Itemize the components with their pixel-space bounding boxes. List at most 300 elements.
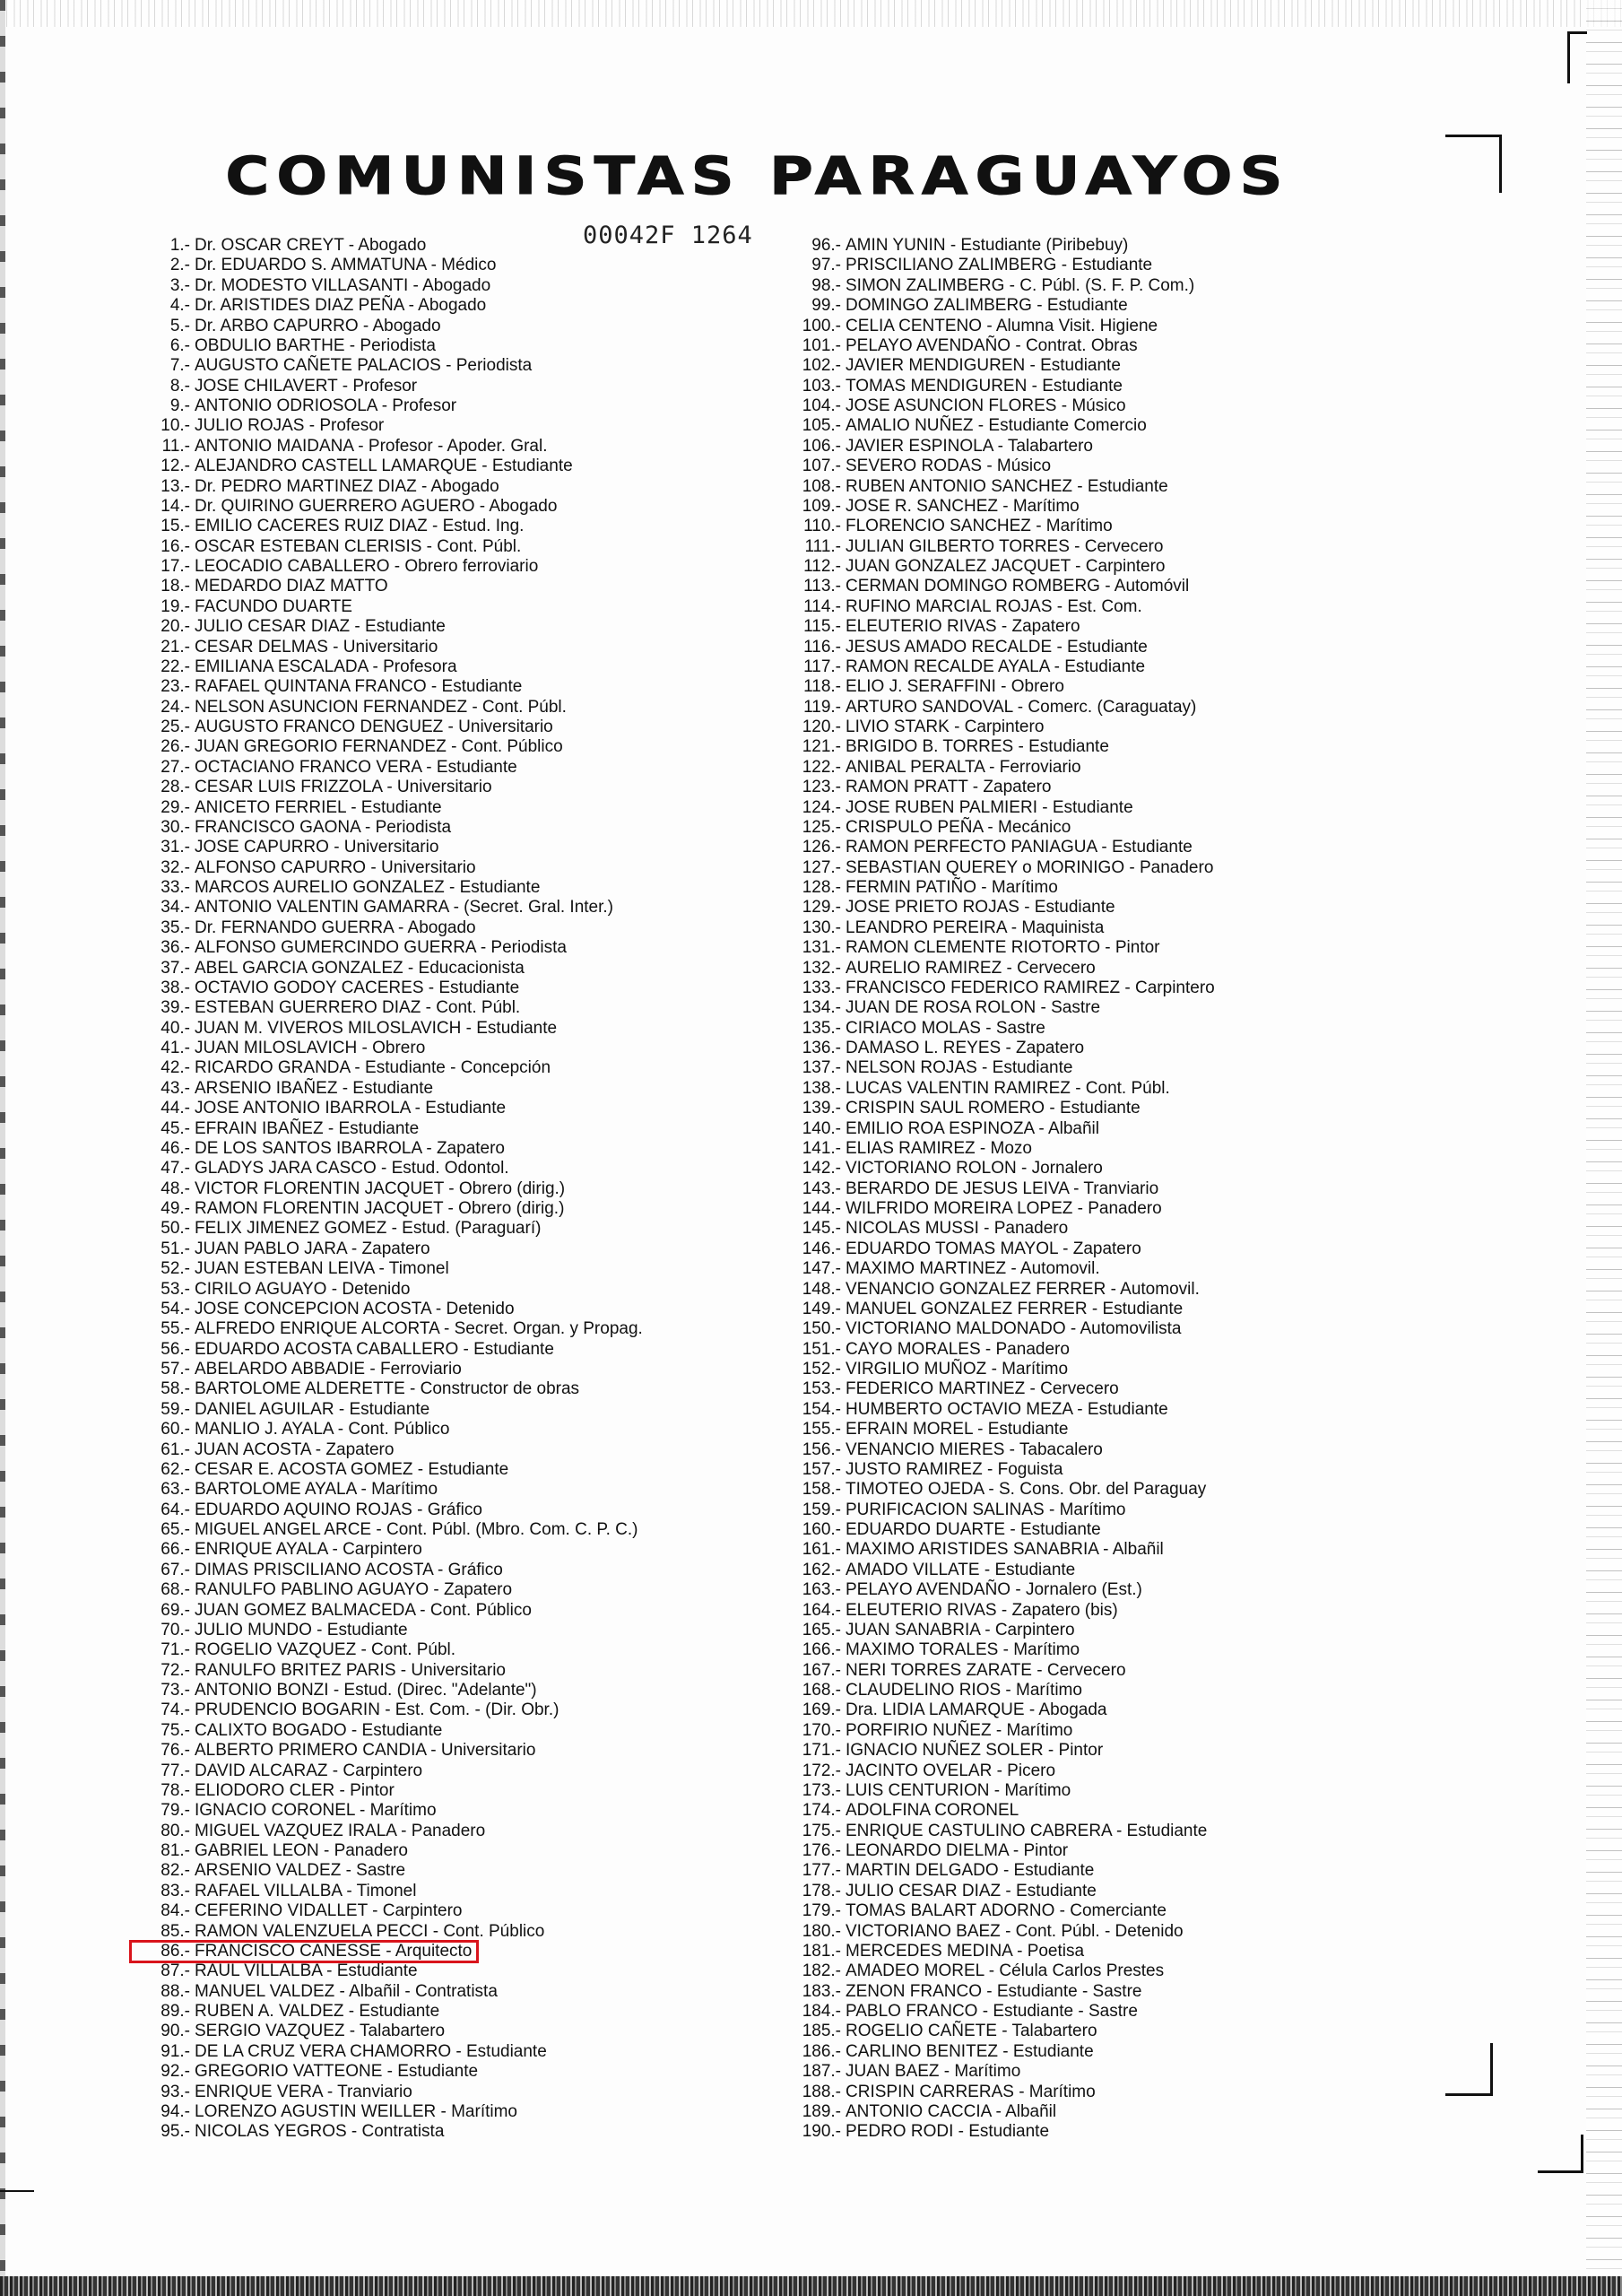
entry-number: 22.- [160,657,190,676]
entry-text: AMALIO NUÑEZ - Estudiante Comercio [846,416,1147,436]
entry-text: CRISPIN CARRERAS - Marítimo [846,2082,1096,2101]
entry-text: PELAYO AVENDAÑO - Jornalero (Est.) [846,1580,1142,1600]
list-item [134,2083,780,2102]
entry-number: 151.- [802,1339,841,1359]
entry-number: 144.- [802,1199,841,1218]
entry-number: 99.- [811,296,841,316]
entry-text: OCTACIANO FRANCO VERA - Estudiante [195,757,517,777]
list-item [134,758,780,778]
entry-number: 157.- [802,1459,841,1479]
list-item [134,1400,780,1420]
entry-number: 58.- [160,1379,190,1399]
entry-number: 139.- [802,1099,841,1118]
entry-number: 178.- [802,1881,841,1900]
list-item [789,1621,1435,1640]
entry-number: 46.- [160,1138,190,1158]
entry-number: 182.- [802,1961,841,1981]
list-item [134,938,780,958]
list-item [134,1259,780,1279]
entry-text: FELIX JIMENEZ GOMEZ - Estud. (Paraguarí) [195,1219,542,1239]
list-item [134,1019,780,1039]
entry-text: FRANCISCO FEDERICO RAMIREZ - Carpintero [846,978,1215,997]
entry-number: 61.- [160,1439,190,1459]
entry-text: MIGUEL ANGEL ARCE - Cont. Públ. (Mbro. Com. C. P. C.) [195,1520,638,1539]
entry-number: 76.- [160,1741,190,1761]
list-item [789,798,1435,818]
entry-text: ANTONIO BONZI - Estud. (Direc. "Adelante") [195,1681,537,1700]
entry-number: 33.- [160,878,190,897]
entry-text: TIMOTEO OJEDA - S. Cons. Obr. del Paraguay [846,1480,1207,1500]
entry-text: JUAN SANABRIA - Carpintero [846,1620,1075,1639]
entry-number: 132.- [802,958,841,978]
scan-noise-bottom [0,2276,1622,2296]
entry-number: 56.- [160,1339,190,1359]
entry-number: 164.- [802,1600,841,1620]
entry-text: ESTEBAN GUERRERO DIAZ - Cont. Públ. [195,998,521,1018]
entry-number: 41.- [160,1039,190,1057]
entry-number: 6.- [169,335,190,355]
entry-number: 89.- [160,2002,190,2021]
list-item [134,1340,780,1360]
entry-number: 66.- [160,1540,190,1560]
list-item [134,1039,780,1058]
entry-text: RAMON PERFECTO PANIAGUA - Estudiante [846,838,1193,857]
entry-text: RICARDO GRANDA - Estudiante - Concepción [195,1058,551,1078]
list-item [134,1460,780,1480]
entry-number: 105.- [802,416,841,436]
list-item [134,1922,780,1942]
list-item [134,517,780,536]
crop-mark [1567,31,1587,34]
entry-number: 180.- [802,1921,841,1941]
list-item [789,918,1435,938]
entry-text: BARTOLOME ALDERETTE - Constructor de obras [195,1379,580,1399]
entry-number: 175.- [802,1821,841,1840]
entry-number: 87.- [160,1961,190,1981]
entry-text: JOSE ANTONIO IBARROLA - Estudiante [195,1099,507,1118]
list-item [789,1019,1435,1039]
entry-number: 128.- [802,878,841,897]
list-item [134,818,780,838]
entry-number: 86.- [160,1941,190,1961]
crop-mark [1567,31,1570,83]
entry-text: BRIGIDO B. TORRES - Estudiante [846,737,1109,757]
entry-number: 16.- [160,536,190,556]
list-item [134,1440,780,1460]
entry-text: ELIAS RAMIREZ - Mozo [846,1138,1032,1158]
entry-text: ROGELIO VAZQUEZ - Cont. Públ. [195,1640,456,1660]
list-item [134,918,780,938]
entry-number: 102.- [802,356,841,376]
list-item [134,1300,780,1319]
entry-text: LUIS CENTURION - Marítimo [846,1780,1071,1800]
entry-number: 93.- [160,2082,190,2101]
entry-text: CIRIACO MOLAS - Sastre [846,1018,1045,1038]
entry-number: 136.- [802,1039,841,1057]
entry-text: Dr. MODESTO VILLASANTI - Abogado [195,275,491,295]
entry-text: ALFONSO GUMERCINDO GUERRA - Periodista [195,938,567,958]
list-item [134,2062,780,2082]
entry-number: 121.- [802,737,841,757]
entry-number: 13.- [160,476,190,496]
entry-number: 38.- [160,978,190,997]
list-item [134,898,780,918]
entry-number: 114.- [803,596,841,616]
entry-number: 109.- [802,496,841,516]
entry-number: 116.- [803,637,841,657]
entry-text: ARSENIO IBAÑEZ - Estudiante [195,1078,434,1098]
entry-number: 172.- [802,1761,841,1780]
list-item [134,878,780,898]
entry-text: HUMBERTO OCTAVIO MEZA - Estudiante [846,1399,1168,1419]
entry-number: 158.- [802,1480,841,1500]
entry-text: ELIODORO CLER - Pintor [195,1780,395,1800]
list-item [789,276,1435,296]
list-item [134,336,780,356]
entry-number: 81.- [160,1841,190,1860]
entry-text: ALBERTO PRIMERO CANDIA - Universitario [195,1741,536,1761]
list-item [789,838,1435,857]
entry-text: ANTONIO ODRIOSOLA - Profesor [195,396,457,415]
list-item [789,557,1435,577]
entry-number: 96.- [811,236,841,255]
entry-number: 138.- [802,1078,841,1098]
entry-number: 49.- [160,1199,190,1218]
entry-number: 161.- [802,1540,841,1560]
scan-noise-top [0,0,1622,27]
entry-number: 142.- [802,1159,841,1178]
list-item [134,1058,780,1078]
list-item [134,1099,780,1118]
entry-text: EFRAIN IBAÑEZ - Estudiante [195,1118,420,1138]
entry-number: 70.- [160,1620,190,1639]
entry-text: EDUARDO ACOSTA CABALLERO - Estudiante [195,1339,554,1359]
list-item [134,1661,780,1681]
entry-number: 126.- [802,838,841,857]
list-item [789,1379,1435,1399]
entry-text: VENANCIO MIERES - Tabacalero [846,1439,1103,1459]
entry-text: RAMON RECALDE AYALA - Estudiante [846,657,1146,676]
entry-number: 12.- [160,457,190,476]
entry-number: 106.- [802,436,841,456]
list-item [789,2122,1435,2142]
list-item [134,1199,780,1219]
entry-text: ABEL GARCIA GONZALEZ - Educacionista [195,958,525,978]
entry-text: LEANDRO PEREIRA - Maquinista [846,918,1105,937]
entry-text: BARTOLOME AYALA - Marítimo [195,1480,438,1500]
entry-text: ENRIQUE VERA - Tranviario [195,2082,412,2101]
entry-text: MANLIO J. AYALA - Cont. Público [195,1420,450,1439]
list-item [789,1440,1435,1460]
entry-number: 115.- [803,617,841,637]
entry-text: OBDULIO BARTHE - Periodista [195,335,436,355]
entry-number: 77.- [160,1761,190,1780]
list-item [789,1640,1435,1660]
list-item [134,1319,780,1339]
right-column-list [789,236,1435,2143]
entry-text: PELAYO AVENDAÑO - Contrat. Obras [846,335,1138,355]
list-item [789,1922,1435,1942]
entry-number: 120.- [802,718,841,736]
list-item [789,1500,1435,1520]
crop-mark [1445,2043,1493,2096]
entry-number: 113.- [803,577,841,596]
entry-text: ANTONIO MAIDANA - Profesor - Apoder. Gral. [195,436,548,456]
entry-text: JUAN GONZALEZ JACQUET - Carpintero [846,557,1166,576]
list-item [134,2022,780,2041]
entry-text: PABLO FRANCO - Estudiante - Sastre [846,2002,1138,2021]
list-item [789,517,1435,536]
list-item [789,2102,1435,2122]
entry-number: 148.- [802,1279,841,1299]
entry-text: MARTIN DELGADO - Estudiante [846,1861,1095,1881]
entry-text: ALFONSO CAPURRO - Universitario [195,857,476,877]
list-item [134,1681,780,1700]
entry-number: 95.- [160,2122,190,2142]
entry-text: VICTOR FLORENTIN JACQUET - Obrero (dirig.) [195,1178,566,1198]
entry-text: JULIO CESAR DIAZ - Estudiante [195,617,446,637]
entry-number: 78.- [160,1780,190,1800]
list-item [134,317,780,336]
entry-text: PRUDENCIO BOGARIN - Est. Com. - (Dir. Obr.) [195,1700,559,1720]
list-item [789,437,1435,457]
list-item [789,457,1435,476]
list-item [789,1540,1435,1560]
entry-text: Dr. OSCAR CREYT - Abogado [195,236,427,255]
list-item [134,2122,780,2142]
list-item [789,1520,1435,1540]
list-item [134,1540,780,1560]
entry-number: 98.- [811,275,841,295]
entry-text: VIRGILIO MUÑOZ - Marítimo [846,1360,1069,1378]
entry-text: RUBEN ANTONIO SANCHEZ - Estudiante [846,476,1168,496]
entry-text: JUAN GREGORIO FERNANDEZ - Cont. Público [195,737,563,757]
crop-mark [1445,135,1502,193]
entry-text: MANUEL GONZALEZ FERRER - Estudiante [846,1299,1184,1318]
entry-text: MEDARDO DIAZ MATTO [195,577,388,596]
entry-number: 152.- [802,1360,841,1378]
entry-text: FACUNDO DUARTE [195,596,352,616]
list-item [134,1781,780,1801]
list-item [134,838,780,857]
entry-text: ELEUTERIO RIVAS - Zapatero [846,617,1080,637]
entry-text: ROGELIO CAÑETE - Talabartero [846,2022,1097,2041]
entry-text: RAMON VALENZUELA PECCI - Cont. Público [195,1921,545,1941]
crop-mark [0,2190,34,2192]
entry-text: DANIEL AGUILAR - Estudiante [195,1399,430,1419]
list-item [134,638,780,657]
list-item [789,758,1435,778]
entry-text: FRANCISCO CANESSE - Arquitecto [195,1941,473,1961]
entry-number: 167.- [802,1660,841,1680]
entry-number: 17.- [160,557,190,576]
entry-number: 150.- [802,1319,841,1339]
entry-text: PEDRO RODI - Estudiante [846,2122,1050,2142]
entry-number: 187.- [802,2062,841,2082]
list-item [789,1400,1435,1420]
entry-number: 85.- [160,1921,190,1941]
entry-text: RAFAEL QUINTANA FRANCO - Estudiante [195,677,523,697]
list-item [789,698,1435,718]
entry-number: 74.- [160,1700,190,1720]
entry-text: Dr. EDUARDO S. AMMATUNA - Médico [195,256,497,275]
entry-text: CRISPULO PEÑA - Mecánico [846,817,1071,837]
entry-text: Dr. QUIRINO GUERRERO AGUERO - Abogado [195,496,558,516]
list-item [789,1982,1435,2002]
entry-text: LEONARDO DIELMA - Pintor [846,1841,1069,1860]
entry-text: NELSON ASUNCION FERNANDEZ - Cont. Públ. [195,697,567,717]
entry-number: 65.- [160,1520,190,1539]
entry-text: ANICETO FERRIEL - Estudiante [195,797,442,817]
entry-text: CESAR LUIS FRIZZOLA - Universitario [195,778,492,797]
entry-text: CERMAN DOMINGO ROMBERG - Automóvil [846,577,1190,596]
entry-number: 165.- [802,1620,841,1639]
list-item [134,236,780,256]
entry-text: NICOLAS YEGROS - Contratista [195,2122,445,2142]
entry-number: 183.- [802,1981,841,2001]
entry-text: JUAN ESTEBAN LEIVA - Timonel [195,1259,449,1279]
list-item [789,1079,1435,1099]
entry-text: PRISCILIANO ZALIMBERG - Estudiante [846,256,1153,275]
entry-number: 29.- [160,797,190,817]
entry-text: DOMINGO ZALIMBERG - Estudiante [846,296,1128,316]
entry-text: BERARDO DE JESUS LEIVA - Tranviario [846,1178,1159,1198]
entry-number: 103.- [802,376,841,396]
entry-text: NICOLAS MUSSI - Panadero [846,1219,1069,1239]
entry-text: MIGUEL VAZQUEZ IRALA - Panadero [195,1821,486,1840]
entry-number: 90.- [160,2022,190,2041]
list-item [134,1961,780,1981]
list-item [789,677,1435,697]
list-item [134,437,780,457]
list-item [134,356,780,376]
list-item [134,557,780,577]
list-item [134,718,780,737]
entry-text: VICTORIANO MALDONADO - Automovilista [846,1319,1182,1339]
list-item [789,1801,1435,1821]
list-item [789,1058,1435,1078]
entry-text: DAVID ALCARAZ - Carpintero [195,1761,423,1780]
entry-text: CALIXTO BOGADO - Estudiante [195,1720,443,1740]
entry-text: Dr. PEDRO MARTINEZ DIAZ - Abogado [195,476,499,496]
list-item [789,2022,1435,2041]
entry-text: Dr. FERNANDO GUERRA - Abogado [195,918,476,937]
list-item [134,416,780,436]
entry-number: 75.- [160,1720,190,1740]
list-item [789,1882,1435,1901]
entry-number: 97.- [811,256,841,275]
entry-text: JOSE CAPURRO - Universitario [195,838,439,857]
entry-number: 177.- [802,1861,841,1881]
list-item [134,577,780,596]
list-item [134,597,780,617]
page-title: COMUNISTAS PARAGUAYOS [225,145,1290,206]
list-item [789,1199,1435,1219]
entry-number: 176.- [802,1841,841,1860]
list-item [789,1159,1435,1178]
list-item [134,998,780,1018]
entry-text: ZENON FRANCO - Estudiante - Sastre [846,1981,1142,2001]
entry-number: 71.- [160,1640,190,1660]
entry-text: SEBASTIAN QUEREY o MORINIGO - Panadero [846,857,1214,877]
entry-number: 62.- [160,1459,190,1479]
list-item [789,1319,1435,1339]
entry-number: 52.- [160,1259,190,1279]
entry-text: DE LOS SANTOS IBARROLA - Zapatero [195,1138,505,1158]
entry-number: 67.- [160,1560,190,1579]
entry-number: 60.- [160,1420,190,1439]
entry-text: GLADYS JARA CASCO - Estud. Odontol. [195,1159,509,1178]
entry-text: AMADO VILLATE - Estudiante [846,1560,1076,1579]
entry-number: 30.- [160,817,190,837]
entry-number: 100.- [802,316,841,335]
list-item [134,1841,780,1861]
list-item [789,1661,1435,1681]
entry-text: ANTONIO VALENTIN GAMARRA - (Secret. Gral. Inter.) [195,898,614,918]
entry-number: 155.- [802,1420,841,1439]
entry-text: JOSE RUBEN PALMIERI - Estudiante [846,797,1133,817]
entry-number: 112.- [803,557,841,576]
entry-number: 11.- [161,436,190,456]
entry-number: 69.- [160,1600,190,1620]
entry-number: 25.- [160,718,190,736]
entry-text: DIMAS PRISCILIANO ACOSTA - Gráfico [195,1560,503,1579]
entry-text: ALFREDO ENRIQUE ALCORTA - Secret. Organ. y Propag. [195,1319,643,1339]
list-item [789,1700,1435,1720]
list-item [134,1360,780,1379]
entry-number: 125.- [802,817,841,837]
entry-number: 101.- [802,335,841,355]
list-item [789,998,1435,1018]
list-item [789,1681,1435,1700]
entry-number: 72.- [160,1660,190,1680]
list-item [789,938,1435,958]
entry-number: 45.- [160,1118,190,1138]
entry-number: 124.- [802,797,841,817]
entry-number: 42.- [160,1058,190,1078]
entry-number: 4.- [169,296,190,316]
list-item [134,978,780,998]
entry-text: JOSE PRIETO ROJAS - Estudiante [846,898,1115,918]
list-item [789,1861,1435,1881]
entry-number: 53.- [160,1279,190,1299]
list-item [789,1139,1435,1159]
list-item [789,1300,1435,1319]
entry-text: ALEJANDRO CASTELL LAMARQUE - Estudiante [195,457,573,476]
entry-text: CLAUDELINO RIOS - Marítimo [846,1681,1082,1700]
entry-number: 32.- [160,857,190,877]
list-item [134,377,780,396]
entry-number: 156.- [802,1439,841,1459]
entry-text: EFRAIN MOREL - Estudiante [846,1420,1069,1439]
entry-text: FERMIN PATIÑO - Marítimo [846,878,1058,897]
list-item [134,1219,780,1239]
entry-text: LUCAS VALENTIN RAMIREZ - Cont. Públ. [846,1078,1170,1098]
list-item [789,1420,1435,1439]
entry-text: JULIO CESAR DIAZ - Estudiante [846,1881,1097,1900]
entry-number: 51.- [160,1239,190,1258]
list-item [789,537,1435,557]
entry-text: GABRIEL LEON - Panadero [195,1841,408,1860]
entry-number: 168.- [802,1681,841,1700]
list-item [789,1119,1435,1139]
entry-text: LORENZO AGUSTIN WEILLER - Marítimo [195,2101,517,2121]
list-item [789,1561,1435,1580]
entry-number: 145.- [802,1219,841,1239]
highlight-box [129,1940,479,1963]
entry-text: JAVIER ESPINOLA - Talabartero [846,436,1093,456]
entry-text: DAMASO L. REYES - Zapatero [846,1039,1085,1057]
